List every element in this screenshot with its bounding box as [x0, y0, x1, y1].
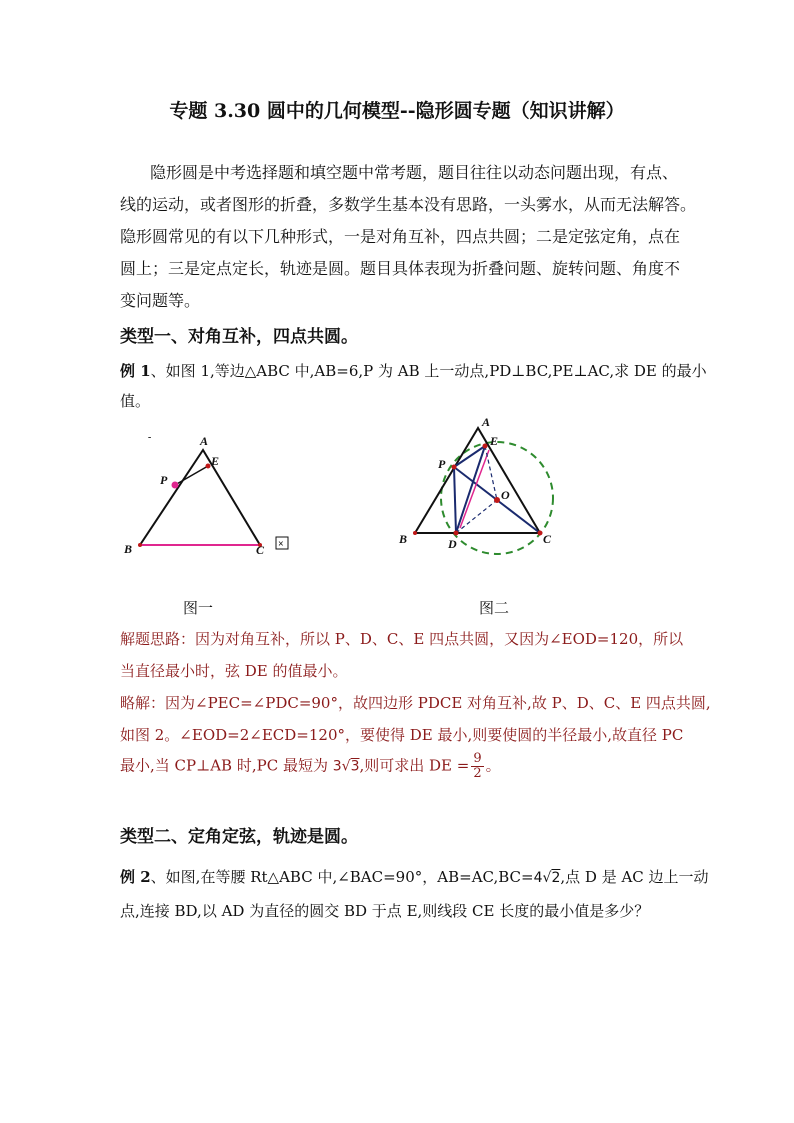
- fraction-numerator: 9: [473, 751, 482, 766]
- example-1-label: 例 1: [120, 362, 151, 380]
- section-heading-2: 类型二、定角定弦，轨迹是圆。: [120, 827, 358, 847]
- label-c: C: [543, 532, 552, 546]
- figure-1-caption: 图一: [183, 599, 214, 617]
- intro-line: 隐形圆是中考选择题和填空题中常考题，题目往往以动态问题出现，有点、: [150, 163, 679, 182]
- example-2-text: 、如图,在等腰 Rt△ABC 中,∠BAC=90°，AB=AC,BC=: [150, 868, 534, 886]
- sqrt-expression: 4√2: [533, 870, 561, 886]
- solution-line-3-end: 。: [485, 756, 501, 775]
- sqrt-coefficient: 3: [332, 758, 342, 775]
- sqrt-expression: 3√3: [332, 758, 360, 775]
- sqrt-radicand: 2: [551, 870, 561, 886]
- example-1-text: 、如图 1,等边△ABC 中,AB=6,P 为 AB 上一动点,PD⊥BC,PE⊥AC,求 DE 的最小: [150, 362, 707, 380]
- label-d: D: [448, 537, 457, 551]
- page-title: 专题 3.30 圆中的几何模型--隐形圆专题（知识讲解）: [169, 100, 625, 122]
- example-2-label: 例 2: [120, 868, 151, 886]
- triangle-abc: [140, 450, 260, 545]
- intro-line: 隐形圆常见的有以下几种形式，一是对角互补，四点共圆；二是定弦定角，点在: [120, 227, 681, 246]
- point-d: [454, 531, 459, 536]
- label-b: B: [124, 542, 133, 556]
- point-e: [483, 444, 488, 449]
- solution-line-1: 略解：因为∠PEC=∠PDC=90°，故四边形 PDCE 对角互补,故 P、D、C、E 四点共圆,: [120, 694, 711, 712]
- point-p: [172, 482, 178, 488]
- figure-2-caption: 图二: [479, 599, 510, 617]
- label-b: B: [399, 532, 408, 546]
- point-c: [538, 531, 543, 536]
- thinking-line-2: 当直径最小时，弦 DE 的值最小。: [120, 662, 348, 680]
- figure-1: [120, 430, 310, 565]
- sqrt-coefficient: 4: [533, 870, 543, 886]
- fraction-denominator: 2: [473, 766, 482, 781]
- intro-line: 变问题等。: [120, 291, 201, 310]
- example-1-line-2: 值。: [120, 392, 151, 410]
- intro-line: 圆上；三是定点定长，轨迹是圆。题目具体表现为折叠问题、旋转问题、角度不: [120, 259, 681, 278]
- point-p: [452, 465, 457, 470]
- label-c: C: [256, 543, 265, 557]
- label-e: E: [490, 434, 499, 448]
- point-o: [494, 497, 500, 503]
- label-o: O: [501, 488, 510, 502]
- solution-line-3: [120, 752, 501, 781]
- intro-line: 线的运动，或者图形的折叠，多数学生基本没有思路，一头雾水，从而无法解答。: [120, 195, 697, 214]
- sqrt-radicand: 3: [350, 758, 360, 775]
- example-1-line-1: [120, 360, 707, 381]
- broken-image-mark: ×: [278, 539, 284, 550]
- figure-2: [390, 410, 565, 555]
- segment-pd: [454, 467, 456, 533]
- solution-line-2: 如图 2。∠EOD=2∠ECD=120°，要使得 DE 最小,则要使圆的半径最小,故直径 PC: [120, 726, 684, 744]
- point-e: [206, 464, 211, 469]
- de-highlight: [460, 450, 489, 528]
- example-2-line-1: [120, 866, 709, 887]
- label-a: A: [200, 434, 209, 448]
- label-p: P: [438, 457, 446, 471]
- solution-line-3-text: 最小,当 CP⊥AB 时,PC 最短为: [120, 756, 333, 775]
- solution-line-3-mid: ,则可求出 DE =: [359, 756, 470, 775]
- example-2-text-end: ,点 D 是 AC 边上一动: [560, 868, 709, 886]
- point-b: [138, 543, 142, 547]
- label-p: P: [160, 473, 168, 487]
- example-2-line-2: 点,连接 BD,以 AD 为直径的圆交 BD 于点 E,则线段 CE 长度的最小值是多少？: [120, 902, 650, 920]
- fraction: [471, 752, 483, 781]
- section-heading-1: 类型一、对角互补，四点共圆。: [120, 327, 358, 347]
- stray-mark: -: [148, 432, 152, 443]
- point-b: [413, 531, 417, 535]
- label-e: E: [211, 454, 220, 468]
- thinking-line-1: 解题思路：因为对角互补，所以 P、D、C、E 四点共圆，又因为∠EOD=120，所以: [120, 630, 684, 648]
- label-a: A: [482, 415, 491, 429]
